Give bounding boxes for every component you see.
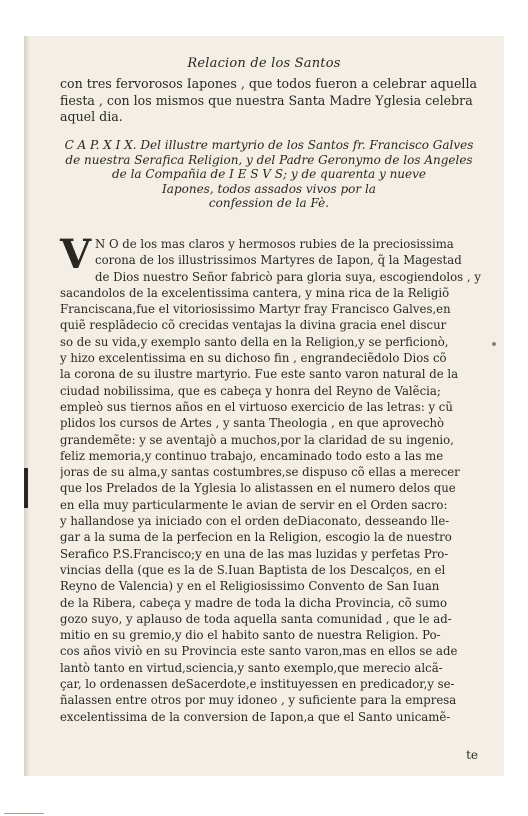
continuation-paragraph xyxy=(60,76,480,126)
text-line: y hallandose ya iniciado con el orden deDiaconato, desseando lle- xyxy=(60,514,450,529)
text-line: excelentissima de la conversion de Iapon,a que el Santo unicamẽ- xyxy=(60,709,451,724)
text-line: corona de los illustrissimos Martyres de Iapon, q̃ la Magestad xyxy=(95,253,462,268)
text-line: ciudad nobilissima, que es cabeça y honra del Reyno de Valẽcia; xyxy=(60,383,441,398)
text-line: lantò tanto en virtud,sciencia,y santo exemplo,que merecio alcã- xyxy=(60,660,443,675)
drop-cap: V xyxy=(60,231,92,278)
text-line: sacandolos de la excelentissima cantera, y mina rica de la Religiõ xyxy=(60,285,450,300)
running-title: Relacion de los Santos xyxy=(187,56,341,71)
text-line: gar a la suma de la perfecion en la Religion, escogio la de nuestro xyxy=(60,530,452,545)
text-line: fiesta , con los mismos que nuestra Santa Madre Yglesia celebra xyxy=(60,92,473,108)
text-line: quiẽ resplãdecio cõ crecidas ventajas la divina gracia enel discur xyxy=(60,318,447,333)
chapter-heading-line: C A P. X I X. Del illustre martyrio de los Santos fr. Francisco Galves xyxy=(64,138,474,152)
text-line: plidos los cursos de Artes , y santa Theologia , en que aprovechò xyxy=(60,416,445,431)
chapter-heading-line: de la Compañia de I E S V S; y de quarenta y nueve xyxy=(111,167,427,182)
chapter-heading-line: de nuestra Serafica Religion, y del Padre Geronymo de los Angeles xyxy=(65,152,473,167)
text-line: Franciscana,fue el vitoriosissimo Martyr fray Francisco Galves,en xyxy=(60,302,451,317)
body-section xyxy=(60,231,482,725)
text-line: con tres fervorosos Iapones , que todos fueron a celebrar aquella xyxy=(60,76,477,91)
text-line: la corona de su ilustre martyrio. Fue este santo varon natural de la xyxy=(60,367,459,382)
text-line: joras de su alma,y santas costumbres,se dispuso cõ ellas a merecer xyxy=(60,465,460,480)
text-line: que los Prelados de la Yglesia lo alistassen en el numero delos que xyxy=(60,481,456,496)
text-line: grandemẽte: y se aventajò a muchos,por la claridad de su ingenio, xyxy=(60,432,454,447)
text-line: y hizo excelentissima en su dichoso fin , engrandeciẽdolo Dios cõ xyxy=(60,351,447,366)
body-paragraph xyxy=(60,231,482,725)
catchword: te xyxy=(466,748,478,762)
text-line: N O de los mas claros y hermosos rubies de la preciosissima xyxy=(95,237,454,251)
chapter-heading-line: Iapones, todos assados vivos por la xyxy=(162,181,376,196)
text-line: vincias della (que es la de S.Iuan Baptista de los Descalços, en el xyxy=(60,562,446,577)
text-line: aquel dia. xyxy=(60,109,123,124)
binding-ink-mark xyxy=(24,468,28,508)
text-line: cos años viviò en su Provincia este santo varon,mas en ellos se ade xyxy=(60,644,458,659)
chapter-heading xyxy=(58,138,480,211)
text-line: en ella muy particularmente le avian de servir en el Orden sacro: xyxy=(60,497,448,512)
text-line: de la Ribera, cabeça y madre de toda la dicha Provincia, cõ sumo xyxy=(60,595,448,610)
text-line: gozo suyo, y aplauso de toda aquella santa comunidad , que le ad- xyxy=(60,611,452,626)
text-line: so de su vida,y exemplo santo della en la Religion,y se perficionò, xyxy=(60,334,449,349)
text-line: ñalassen entre otros por muy idoneo , y suficiente para la empresa xyxy=(60,693,457,708)
text-line: çar, lo ordenassen deSacerdote,e instituyessen en predicador,y se- xyxy=(60,677,455,692)
text-line: Serafico P.S.Francisco;y en una de las mas luzidas y perfetas Pro- xyxy=(60,546,449,561)
book-page xyxy=(24,36,504,776)
text-line: de Dios nuestro Señor fabricò para gloria suya, escogiendolos , y xyxy=(95,269,481,284)
text-line: mitio en su gremio,y dio el habito santo de nuestra Religion. Po- xyxy=(60,628,441,643)
ink-speck xyxy=(492,342,496,346)
text-line: feliz memoria,y continuo trabajo, encaminado todo esto a las me xyxy=(60,448,444,463)
text-line: empleò sus tiernos años en el virtuoso exercicio de las letras: y cũ xyxy=(60,399,453,414)
chapter-heading-line: confession de la Fè. xyxy=(208,196,330,211)
scan-edge-mark xyxy=(4,813,44,814)
page-gutter-shadow xyxy=(24,36,30,776)
text-line: Reyno de Valencia) y en el Religiosissimo Convento de San Iuan xyxy=(60,579,440,594)
